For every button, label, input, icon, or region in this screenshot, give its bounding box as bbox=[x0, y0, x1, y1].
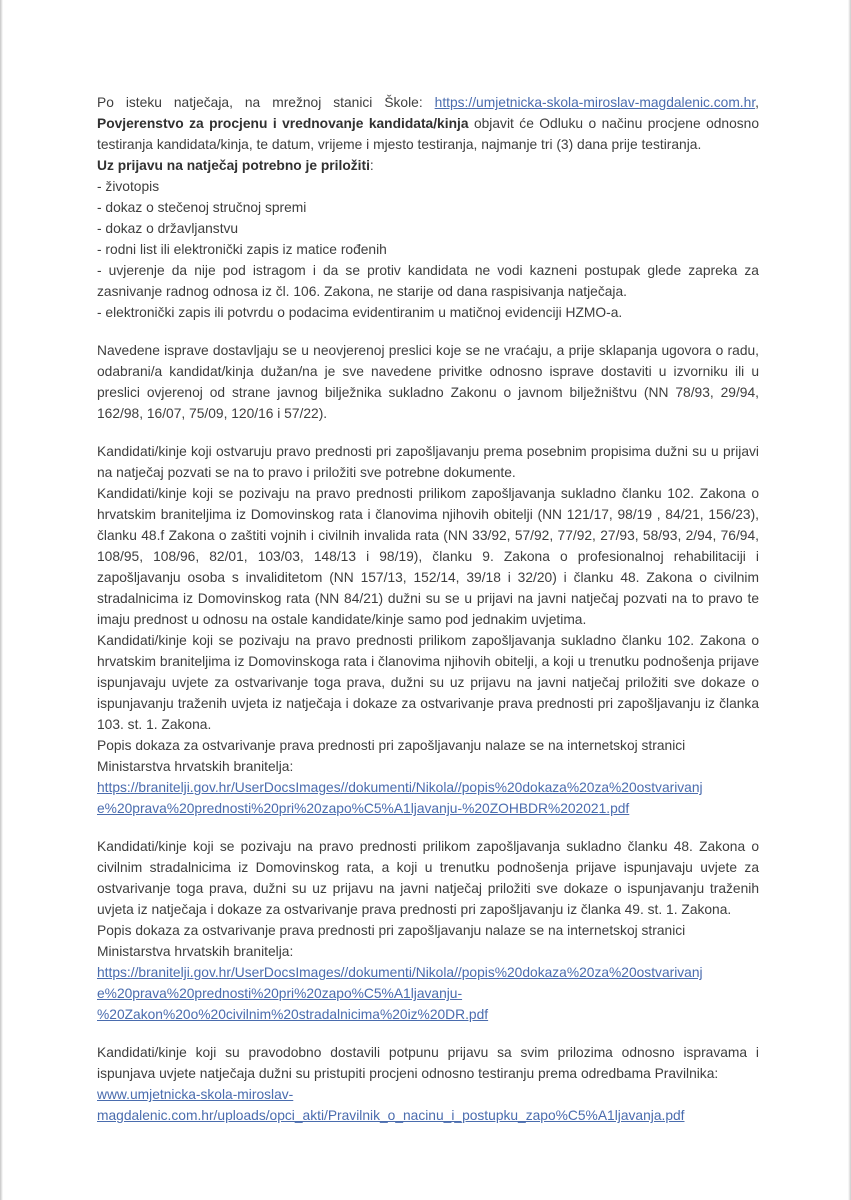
document-page bbox=[97, 92, 759, 1126]
announcement-text-start: Po isteku natječaja, na mrežnoj stanici Škole: bbox=[97, 95, 435, 110]
attachment-item-cv: - životopis bbox=[97, 179, 160, 194]
attachments-heading bbox=[97, 155, 759, 176]
school-website-link[interactable]: https://umjetnicka-skola-miroslav-magdalenic.com.hr bbox=[434, 95, 756, 110]
attachment-item-criminal-record: - uvjerenje da nije pod istragom i da se protiv kandidata ne vodi kazneni postupak glede zapreka za zasnivanje radnog odnosa iz čl. 106. Zakona, ne starije od dana raspisivanja natječaja. bbox=[97, 263, 759, 299]
attachments-heading-text: Uz prijavu na natječaj potrebno je priložiti bbox=[97, 158, 370, 173]
paragraph-priority-rights: Kandidati/kinje koji ostvaruju pravo prednosti pri zapošljavanju prema posebnim propisima dužni su u prijavi na natječaj pozvati se na to pravo i priložiti sve potrebne dokumente. bbox=[97, 444, 759, 480]
paragraph-priority-article-102: Kandidati/kinje koji se pozivaju na pravo prednosti prilikom zapošljavanja sukladno članku 102. Zakona o hrvatskim braniteljima iz Domovinskog rata i članovima njihovih obitelji (NN 121/17, 98/19 , 84/21, 156/23), članku 48.f Zakona o zaštiti vojnih i civilnih invalida rata (NN 33/92, 57/92, 77/92, 27/93, 58/93, 2/94, 76/94, 108/95, 108/96, 82/01, 103/03, 148/13 i 98/19), članku 9. Zakona o profesionalnoj rehabilitaciji i zapošljavanju osoba s invaliditetom (NN 157/13, 152/14, 39/18 i 32/20) i članku 48. Zakona o civilnim stradalnicima iz Domovinskog rata (NN 84/21) dužni su se u prijavi na javni natječaj pozvati na to pravo te imaju prednost u odnosu na ostale kandidate/kinje samo pod jednakim uvjetima. bbox=[97, 486, 759, 627]
paragraph-evidence-list-location-2: Popis dokaza za ostvarivanje prava prednosti pri zapošljavanju nalaze se na internetskoj stranici Ministarstva hrvatskih branitelja: bbox=[97, 923, 686, 959]
paragraph-priority-article-102-evidence: Kandidati/kinje koji se pozivaju na pravo prednosti prilikom zapošljavanja sukladno članku 102. Zakona o hrvatskim braniteljima iz Domovinskoga rata i članovima njihovih obitelji, a koji u trenutku podnošenja prijave ispunjavaju uvjete za ostvarivanje toga prava, dužni su uz prijavu na javni natječaj priložiti sve dokaze o ispunjavanju traženih uvjeta iz natječaja i dokaze za ostvarivanje prava prednosti pri zapošljavanju iz članka 103. st. 1. Zakona. bbox=[97, 633, 759, 732]
announcement-comma: , bbox=[755, 95, 759, 110]
link-evidence-civilian-victims-line-3[interactable]: %20Zakon%20o%20civilnim%20stradalnicima%20iz%20DR.pdf bbox=[97, 1007, 489, 1022]
attachment-item-citizenship: - dokaz o državljanstvu bbox=[97, 221, 239, 236]
link-evidence-zohbdr[interactable] bbox=[97, 777, 759, 819]
attachment-item-qualification: - dokaz o stečenoj stručnoj spremi bbox=[97, 200, 307, 215]
link-pravilnik-line-2[interactable]: magdalenic.com.hr/uploads/opci_akti/Pravilnik_o_nacinu_i_postupku_zapo%C5%A1ljavanja.pdf bbox=[97, 1108, 685, 1123]
paragraph-testing-obligation: Kandidati/kinje koji su pravodobno dostavili potpunu prijavu sa svim prilozima odnosno ispravama i ispunjava uvjete natječaja dužni su pristupiti procjeni odnosno testiranju prema odredbama Pravilnika: bbox=[97, 1045, 759, 1081]
scan-edge-left bbox=[0, 0, 3, 1200]
attachment-item-birth-certificate: - rodni list ili elektronički zapis iz matice rođenih bbox=[97, 242, 387, 257]
link-pravilnik-line-1[interactable]: www.umjetnicka-skola-miroslav- bbox=[97, 1087, 294, 1102]
paragraph-evidence-list-location-1: Popis dokaza za ostvarivanje prava prednosti pri zapošljavanju nalaze se na internetskoj stranici Ministarstva hrvatskih branitelja: bbox=[97, 738, 686, 774]
link-evidence-civilian-victims-line-1[interactable]: https://branitelji.gov.hr/UserDocsImages//dokumenti/Nikola//popis%20dokaza%20za%20ostvarivanj bbox=[97, 965, 703, 980]
paragraph-announcement bbox=[97, 92, 759, 155]
paragraph-priority-article-48: Kandidati/kinje koji se pozivaju na pravo prednosti prilikom zapošljavanja sukladno članku 48. Zakona o civilnim stradalnicima iz Domovinskog rata, a koji u trenutku podnošenja prijave ispunjavaju uvjete za ostvarivanje toga prava, dužni su uz prijavu na javni natječaj priložiti sve dokaze o ispunjavanju traženih uvjeta iz natječaja i dokaze za ostvarivanje prava prednosti pri zapošljavanju iz članka 49. st. 1. Zakona. bbox=[97, 839, 759, 917]
link-pravilnik[interactable] bbox=[97, 1084, 759, 1126]
link-evidence-civilian-victims[interactable] bbox=[97, 962, 759, 1025]
paragraph-document-copies: Navedene isprave dostavljaju se u neovjerenoj preslici koje se ne vraćaju, a prije sklapanja ugovora o radu, odabrani/a kandidat/kinja dužan/na je sve navedene privitke odnosno isprave dostaviti u izvorniku ili u preslici ovjerenoj od strane javnog bilježnika sukladno Zakonu o javnom bilježništvu (NN 78/93, 29/94, 162/98, 16/07, 75/09, 120/16 i 57/22). bbox=[97, 343, 759, 421]
link-evidence-civilian-victims-line-2[interactable]: e%20prava%20prednosti%20pri%20zapo%C5%A1ljavanju- bbox=[97, 986, 463, 1001]
link-evidence-zohbdr-line-2[interactable]: e%20prava%20prednosti%20pri%20zapo%C5%A1ljavanju-%20ZOHBDR%202021.pdf bbox=[97, 801, 630, 816]
attachments-heading-colon: : bbox=[369, 158, 374, 173]
announcement-text-rest: objavit će Odluku o načinu procjene odnosno testiranja kandidata/kinja, te datum, vrijeme i mjesto testiranja, najmanje tri (3) dana prije testiranja. bbox=[97, 116, 760, 152]
link-evidence-zohbdr-line-1[interactable]: https://branitelji.gov.hr/UserDocsImages//dokumenti/Nikola//popis%20dokaza%20za%20ostvarivanj bbox=[97, 780, 703, 795]
attachment-item-hzmo-record: - elektronički zapis ili potvrdu o podacima evidentiranim u matičnoj evidenciji HZMO-a. bbox=[97, 305, 623, 320]
committee-name: Povjerenstvo za procjenu i vrednovanje kandidata/kinja bbox=[97, 116, 469, 131]
